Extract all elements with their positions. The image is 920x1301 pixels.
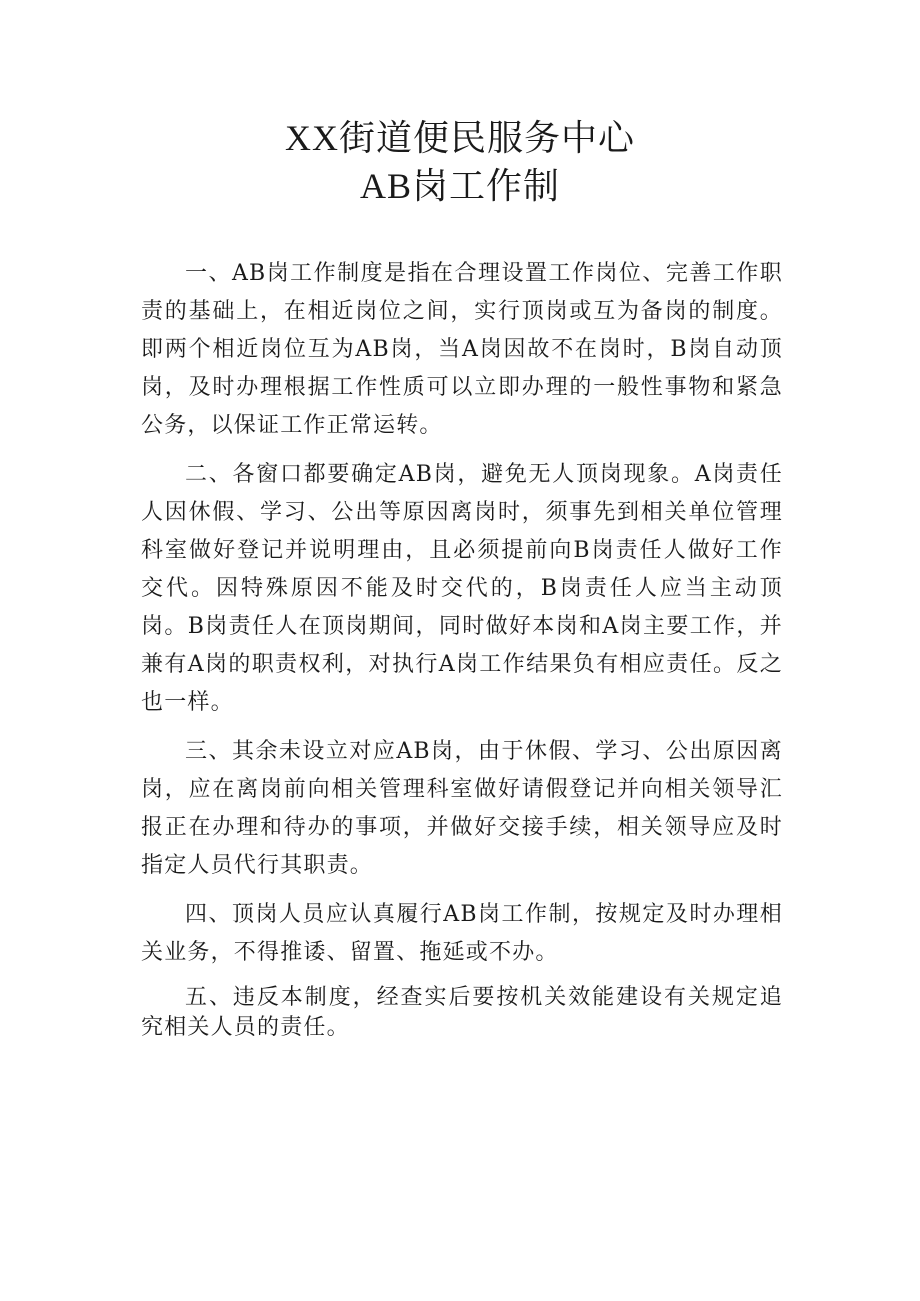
document-title-line2: AB岗工作制	[359, 166, 560, 206]
paragraph-2: 二、各窗口都要确定AB岗，避免无人顶岗现象。A岗责任人因休假、学习、公出等原因离岗时，须事先到相关单位管理科室做好登记并说明理由，且必须提前向B岗责任人做好工作交代。因特殊原因不能及时交代的，B岗责任人应当主动顶岗。B岗责任人在顶岗期间，同时做好本岗和A岗主要工作，并兼有A岗的职责权利，对执行A岗工作结果负有相应责任。反之也一样。	[141, 462, 783, 715]
paragraph-1: 一、AB岗工作制度是指在合理设置工作岗位、完善工作职责的基础上，在相近岗位之间，实行顶岗或互为备岗的制度。即两个相近岗位互为AB岗，当A岗因故不在岗时，B岗自动顶岗，及时办理根据工作性质可以立即办理的一般性事物和紧急公务，以保证工作正常运转。	[141, 261, 783, 438]
paragraph-3: 三、其余未设立对应AB岗，由于休假、学习、公出原因离岗，应在离岗前向相关管理科室做好请假登记并向相关领导汇报正在办理和待办的事项，并做好交接手续，相关领导应及时指定人员代行其职责。	[141, 739, 783, 878]
paragraph-4: 四、顶岗人员应认真履行AB岗工作制，按规定及时办理相关业务，不得推诿、留置、拖延或不办。	[141, 902, 783, 965]
document-body	[141, 255, 783, 1043]
document-title-line1: XX街道便民服务中心	[285, 118, 635, 158]
paragraph-5: 五、违反本制度，经查实后要按机关效能建设有关规定追究相关人员的责任。	[141, 985, 783, 1040]
